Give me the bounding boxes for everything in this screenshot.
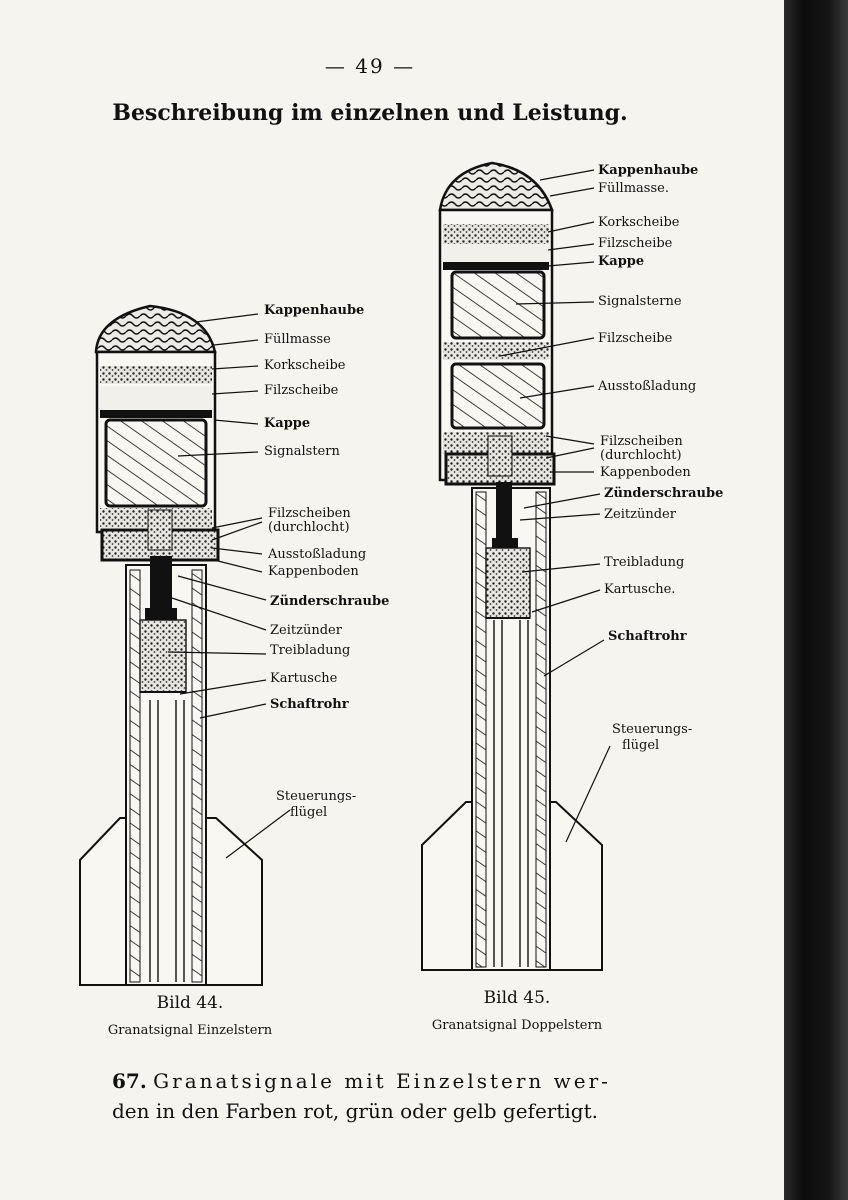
label-fuellmasse: Füllmasse.: [598, 181, 669, 196]
label-fluegel: flügel: [622, 738, 660, 753]
figure-45-caption: [412, 988, 622, 1033]
label-steuerungs: Steuerungs-: [612, 722, 693, 737]
label-zeitzuender: Zeitzünder: [604, 507, 676, 522]
label-kappe: Kappe: [264, 416, 311, 431]
page-number: — 49 —: [324, 54, 416, 78]
label-schaftrohr: Schaftrohr: [608, 629, 687, 644]
label-signalsterne: Signalsterne: [598, 294, 682, 309]
label-zeitzuender: Zeitzünder: [270, 623, 342, 638]
figure-45-labels: [597, 163, 723, 753]
paragraph-line-1: [112, 1066, 712, 1096]
label-kappe: Kappe: [598, 254, 645, 269]
figure-44-name: Granatsignal Einzelstern: [107, 1023, 273, 1038]
section-title: Beschreibung im einzelnen und Leistung.: [112, 100, 628, 126]
label-filzscheibe-2: Filzscheibe: [598, 331, 673, 346]
label-kappenhaube: Kappenhaube: [264, 303, 365, 318]
paragraph-text-1: Granatsignale mit Einzelstern wer-: [153, 1069, 611, 1093]
paragraph-text-2: den in den Farben rot, grün oder gelb gefertigt.: [112, 1099, 598, 1123]
label-zuenderschraube: Zünderschraube: [604, 486, 724, 501]
label-ausstossladung: Ausstoßladung: [598, 379, 697, 394]
label-steuerungs: Steuerungs-: [276, 789, 357, 804]
label-filzscheiben: Filzscheiben: [268, 506, 351, 521]
figure-44-caption: [90, 993, 290, 1038]
label-kappenboden: Kappenboden: [600, 465, 691, 480]
label-kartusche: Kartusche.: [604, 582, 676, 597]
figure-44-labels: [264, 303, 389, 820]
label-durchlocht: (durchlocht): [600, 448, 682, 463]
paragraph-67: [112, 1066, 712, 1126]
label-treibladung: Treibladung: [270, 643, 351, 658]
label-durchlocht: (durchlocht): [268, 520, 350, 535]
label-zuenderschraube: Zünderschraube: [270, 594, 390, 609]
label-signalstern: Signalstern: [264, 444, 340, 459]
figure-44-number: Bild 44.: [156, 993, 224, 1013]
page-edge-shadow: [784, 0, 848, 1200]
paragraph-number: 67.: [112, 1069, 147, 1093]
label-fuellmasse: Füllmasse: [264, 332, 331, 347]
label-korkscheibe: Korkscheibe: [264, 358, 346, 373]
figure-44-drawing: [80, 306, 262, 985]
label-schaftrohr: Schaftrohr: [270, 697, 349, 712]
label-ausstossladung: Ausstoßladung: [268, 547, 367, 562]
label-fluegel: flügel: [290, 805, 328, 820]
figure-45-number: Bild 45.: [483, 988, 551, 1008]
label-kappenhaube: Kappenhaube: [598, 163, 699, 178]
figure-45-name: Granatsignal Doppelstern: [431, 1018, 603, 1033]
label-treibladung: Treibladung: [604, 555, 685, 570]
label-kartusche: Kartusche: [270, 671, 338, 686]
label-filzscheibe: Filzscheibe: [598, 236, 673, 251]
label-filzscheiben: Filzscheiben: [600, 434, 683, 449]
label-filzscheibe: Filzscheibe: [264, 383, 339, 398]
label-korkscheibe: Korkscheibe: [598, 215, 680, 230]
label-kappenboden: Kappenboden: [268, 564, 359, 579]
